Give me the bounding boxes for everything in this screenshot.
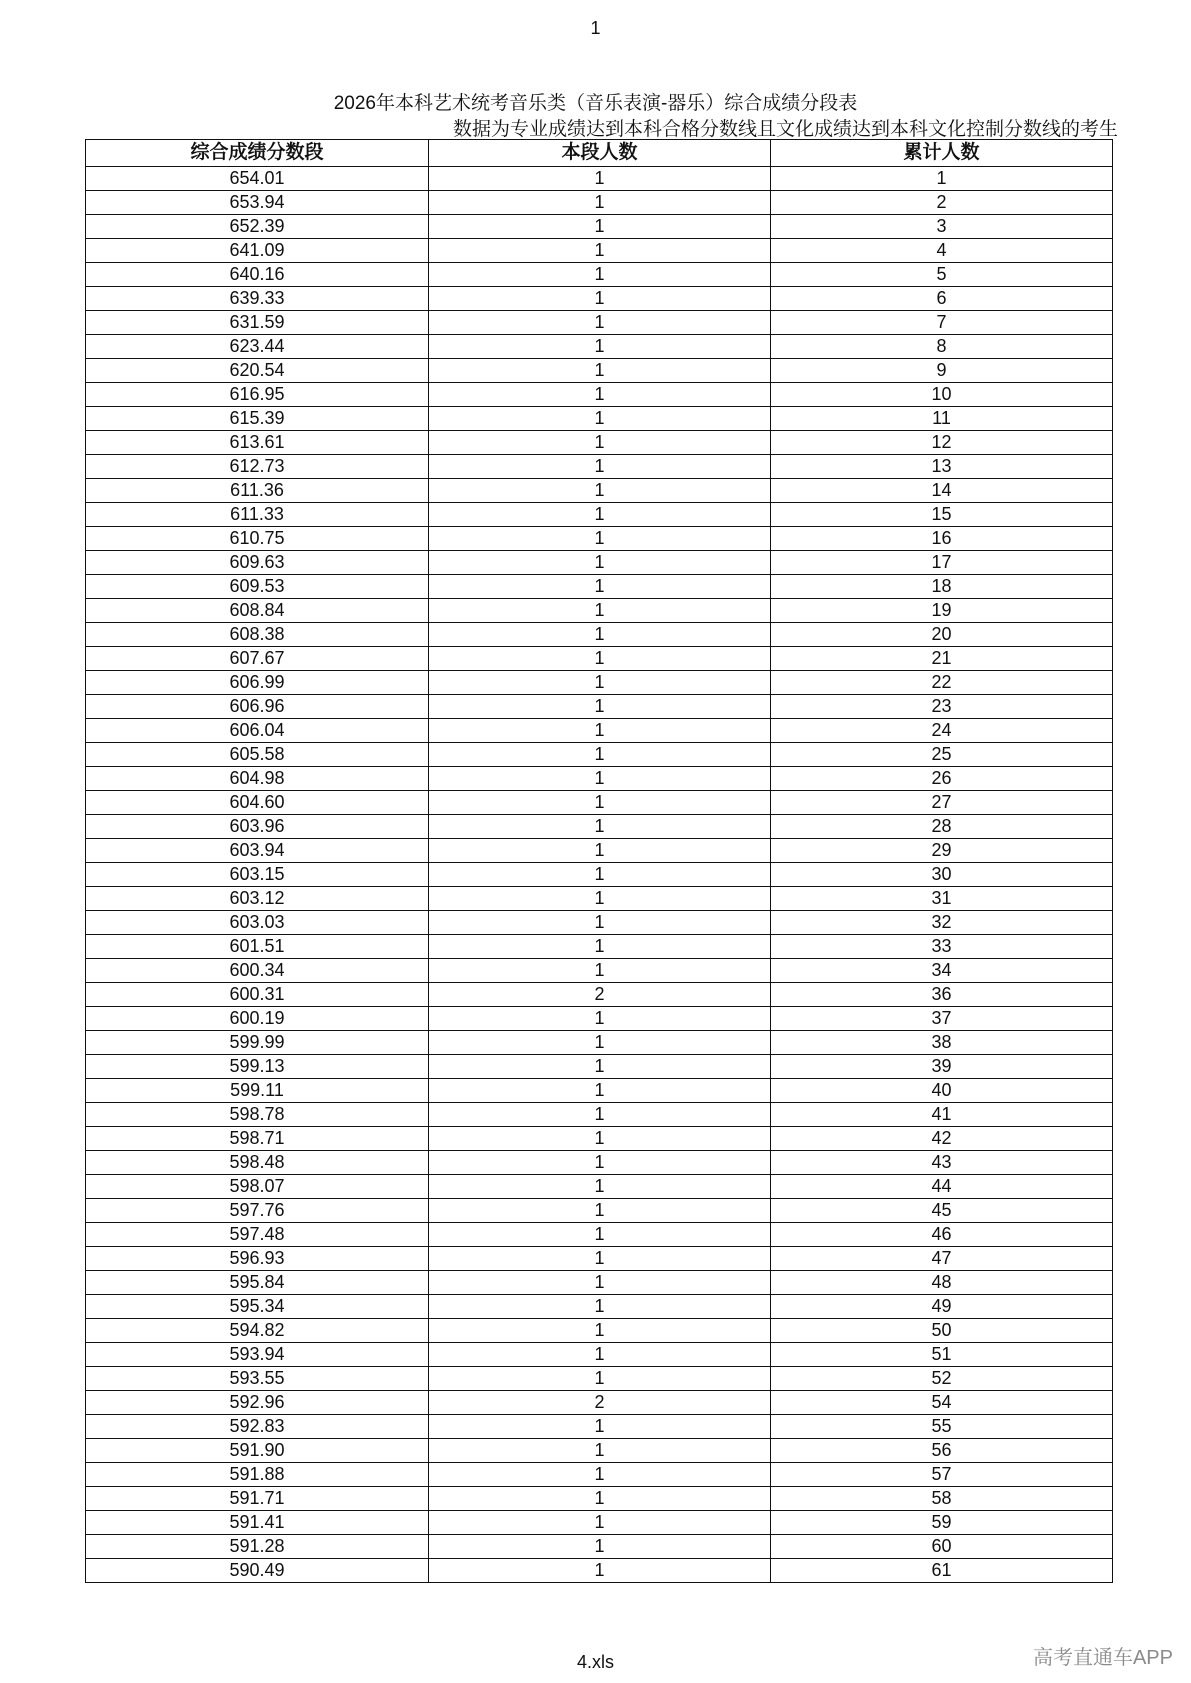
- cell-score: 620.54: [86, 359, 429, 383]
- table-row: [86, 1007, 1113, 1031]
- table-row: [86, 935, 1113, 959]
- cell-score: 608.84: [86, 599, 429, 623]
- cell-segment-count: 1: [429, 1055, 771, 1079]
- cell-score: 591.71: [86, 1487, 429, 1511]
- cell-cumulative-count: 22: [771, 671, 1113, 695]
- cell-score: 610.75: [86, 527, 429, 551]
- cell-score: 623.44: [86, 335, 429, 359]
- cell-cumulative-count: 29: [771, 839, 1113, 863]
- cell-cumulative-count: 37: [771, 1007, 1113, 1031]
- cell-segment-count: 1: [429, 191, 771, 215]
- cell-cumulative-count: 43: [771, 1151, 1113, 1175]
- table-row: [86, 263, 1113, 287]
- cell-score: 611.33: [86, 503, 429, 527]
- watermark: 高考直通车APP: [1032, 1647, 1173, 1669]
- cell-cumulative-count: 23: [771, 695, 1113, 719]
- cell-cumulative-count: 60: [771, 1535, 1113, 1559]
- table-row: [86, 623, 1113, 647]
- cell-cumulative-count: 41: [771, 1103, 1113, 1127]
- cell-segment-count: 1: [429, 671, 771, 695]
- table-row: [86, 359, 1113, 383]
- table-row: [86, 1127, 1113, 1151]
- cell-score: 607.67: [86, 647, 429, 671]
- table-row: [86, 839, 1113, 863]
- cell-score: 605.58: [86, 743, 429, 767]
- cell-segment-count: 2: [429, 1391, 771, 1415]
- cell-segment-count: 1: [429, 719, 771, 743]
- cell-segment-count: 1: [429, 503, 771, 527]
- cell-segment-count: 1: [429, 839, 771, 863]
- cell-segment-count: 1: [429, 215, 771, 239]
- cell-score: 603.15: [86, 863, 429, 887]
- cell-cumulative-count: 59: [771, 1511, 1113, 1535]
- table-row: [86, 1367, 1113, 1391]
- cell-score: 606.96: [86, 695, 429, 719]
- cell-cumulative-count: 12: [771, 431, 1113, 455]
- cell-cumulative-count: 4: [771, 239, 1113, 263]
- table-row: [86, 719, 1113, 743]
- cell-segment-count: 1: [429, 1559, 771, 1583]
- cell-score: 640.16: [86, 263, 429, 287]
- cell-cumulative-count: 13: [771, 455, 1113, 479]
- cell-cumulative-count: 51: [771, 1343, 1113, 1367]
- cell-segment-count: 1: [429, 911, 771, 935]
- cell-cumulative-count: 54: [771, 1391, 1113, 1415]
- cell-score: 611.36: [86, 479, 429, 503]
- cell-segment-count: 1: [429, 407, 771, 431]
- table-row: [86, 1151, 1113, 1175]
- cell-cumulative-count: 16: [771, 527, 1113, 551]
- cell-score: 603.12: [86, 887, 429, 911]
- table-row: [86, 215, 1113, 239]
- cell-cumulative-count: 3: [771, 215, 1113, 239]
- table-row: [86, 1295, 1113, 1319]
- cell-cumulative-count: 58: [771, 1487, 1113, 1511]
- table-row: [86, 335, 1113, 359]
- cell-segment-count: 1: [429, 1079, 771, 1103]
- cell-score: 599.13: [86, 1055, 429, 1079]
- cell-cumulative-count: 38: [771, 1031, 1113, 1055]
- cell-cumulative-count: 11: [771, 407, 1113, 431]
- cell-score: 598.78: [86, 1103, 429, 1127]
- cell-cumulative-count: 50: [771, 1319, 1113, 1343]
- cell-cumulative-count: 26: [771, 767, 1113, 791]
- cell-cumulative-count: 40: [771, 1079, 1113, 1103]
- cell-cumulative-count: 14: [771, 479, 1113, 503]
- table-row: [86, 1079, 1113, 1103]
- cell-segment-count: 1: [429, 455, 771, 479]
- table-row: [86, 431, 1113, 455]
- table-row: [86, 1343, 1113, 1367]
- cell-segment-count: 1: [429, 1007, 771, 1031]
- cell-cumulative-count: 49: [771, 1295, 1113, 1319]
- cell-cumulative-count: 31: [771, 887, 1113, 911]
- cell-score: 652.39: [86, 215, 429, 239]
- cell-cumulative-count: 24: [771, 719, 1113, 743]
- table-row: [86, 1391, 1113, 1415]
- table-row: [86, 191, 1113, 215]
- cell-score: 653.94: [86, 191, 429, 215]
- cell-score: 599.99: [86, 1031, 429, 1055]
- cell-score: 639.33: [86, 287, 429, 311]
- table-row: [86, 1247, 1113, 1271]
- cell-score: 600.34: [86, 959, 429, 983]
- cell-score: 598.07: [86, 1175, 429, 1199]
- cell-segment-count: 1: [429, 1343, 771, 1367]
- cell-segment-count: 1: [429, 1319, 771, 1343]
- table-row: [86, 863, 1113, 887]
- cell-segment-count: 1: [429, 1199, 771, 1223]
- table-row: [86, 791, 1113, 815]
- table-row: [86, 743, 1113, 767]
- cell-segment-count: 1: [429, 551, 771, 575]
- cell-score: 609.63: [86, 551, 429, 575]
- cell-segment-count: 1: [429, 167, 771, 191]
- cell-score: 631.59: [86, 311, 429, 335]
- cell-segment-count: 1: [429, 623, 771, 647]
- page-number: 1: [590, 18, 601, 38]
- cell-segment-count: 1: [429, 287, 771, 311]
- cell-score: 606.99: [86, 671, 429, 695]
- cell-score: 600.31: [86, 983, 429, 1007]
- cell-segment-count: 1: [429, 431, 771, 455]
- cell-score: 591.41: [86, 1511, 429, 1535]
- cell-segment-count: 1: [429, 1463, 771, 1487]
- cell-segment-count: 1: [429, 383, 771, 407]
- cell-segment-count: 1: [429, 1439, 771, 1463]
- cell-cumulative-count: 61: [771, 1559, 1113, 1583]
- cell-segment-count: 1: [429, 1367, 771, 1391]
- cell-segment-count: 1: [429, 1175, 771, 1199]
- cell-segment-count: 1: [429, 1535, 771, 1559]
- table-row: [86, 383, 1113, 407]
- cell-cumulative-count: 18: [771, 575, 1113, 599]
- cell-segment-count: 1: [429, 1151, 771, 1175]
- cell-segment-count: 1: [429, 359, 771, 383]
- table-row: [86, 983, 1113, 1007]
- cell-segment-count: 1: [429, 1271, 771, 1295]
- table-row: [86, 503, 1113, 527]
- cell-score: 592.83: [86, 1415, 429, 1439]
- cell-cumulative-count: 45: [771, 1199, 1113, 1223]
- table-row: [86, 1463, 1113, 1487]
- table-row: [86, 1511, 1113, 1535]
- table-row: [86, 1055, 1113, 1079]
- table-row: [86, 695, 1113, 719]
- cell-score: 654.01: [86, 167, 429, 191]
- cell-score: 616.95: [86, 383, 429, 407]
- cell-score: 598.48: [86, 1151, 429, 1175]
- table-row: [86, 1199, 1113, 1223]
- cell-cumulative-count: 20: [771, 623, 1113, 647]
- cell-cumulative-count: 17: [771, 551, 1113, 575]
- table-row: [86, 1559, 1113, 1583]
- table-title: 2026年本科艺术统考音乐类（音乐表演-器乐）综合成绩分段表: [333, 93, 858, 114]
- score-distribution-table: [85, 139, 1113, 1583]
- cell-cumulative-count: 15: [771, 503, 1113, 527]
- cell-segment-count: 1: [429, 1511, 771, 1535]
- table-row: [86, 1271, 1113, 1295]
- cell-score: 606.04: [86, 719, 429, 743]
- cell-segment-count: 2: [429, 983, 771, 1007]
- table-row: [86, 527, 1113, 551]
- cell-segment-count: 1: [429, 1031, 771, 1055]
- cell-cumulative-count: 30: [771, 863, 1113, 887]
- table-row: [86, 239, 1113, 263]
- cell-cumulative-count: 33: [771, 935, 1113, 959]
- cell-cumulative-count: 19: [771, 599, 1113, 623]
- cell-score: 598.71: [86, 1127, 429, 1151]
- cell-segment-count: 1: [429, 479, 771, 503]
- cell-score: 593.55: [86, 1367, 429, 1391]
- table-row: [86, 911, 1113, 935]
- cell-cumulative-count: 7: [771, 311, 1113, 335]
- cell-score: 592.96: [86, 1391, 429, 1415]
- table-body: [86, 167, 1113, 1583]
- cell-score: 600.19: [86, 1007, 429, 1031]
- cell-segment-count: 1: [429, 1127, 771, 1151]
- cell-cumulative-count: 32: [771, 911, 1113, 935]
- header-score-range: 综合成绩分数段: [86, 140, 429, 167]
- table-row: [86, 287, 1113, 311]
- table-row: [86, 575, 1113, 599]
- cell-cumulative-count: 8: [771, 335, 1113, 359]
- cell-cumulative-count: 42: [771, 1127, 1113, 1151]
- cell-cumulative-count: 44: [771, 1175, 1113, 1199]
- cell-segment-count: 1: [429, 887, 771, 911]
- cell-score: 590.49: [86, 1559, 429, 1583]
- cell-score: 591.90: [86, 1439, 429, 1463]
- cell-score: 608.38: [86, 623, 429, 647]
- table-row: [86, 407, 1113, 431]
- cell-segment-count: 1: [429, 767, 771, 791]
- table-row: [86, 767, 1113, 791]
- cell-score: 603.03: [86, 911, 429, 935]
- cell-cumulative-count: 21: [771, 647, 1113, 671]
- cell-segment-count: 1: [429, 935, 771, 959]
- cell-cumulative-count: 47: [771, 1247, 1113, 1271]
- cell-cumulative-count: 28: [771, 815, 1113, 839]
- cell-cumulative-count: 6: [771, 287, 1113, 311]
- cell-score: 603.94: [86, 839, 429, 863]
- cell-segment-count: 1: [429, 863, 771, 887]
- cell-segment-count: 1: [429, 1247, 771, 1271]
- cell-score: 609.53: [86, 575, 429, 599]
- table-row: [86, 647, 1113, 671]
- cell-score: 601.51: [86, 935, 429, 959]
- table-row: [86, 1031, 1113, 1055]
- table-row: [86, 671, 1113, 695]
- cell-segment-count: 1: [429, 1487, 771, 1511]
- cell-cumulative-count: 48: [771, 1271, 1113, 1295]
- cell-segment-count: 1: [429, 815, 771, 839]
- cell-score: 612.73: [86, 455, 429, 479]
- table-row: [86, 959, 1113, 983]
- cell-segment-count: 1: [429, 791, 771, 815]
- cell-cumulative-count: 9: [771, 359, 1113, 383]
- header-row: [86, 140, 1113, 167]
- cell-segment-count: 1: [429, 239, 771, 263]
- table-row: [86, 815, 1113, 839]
- table-row: [86, 887, 1113, 911]
- cell-cumulative-count: 36: [771, 983, 1113, 1007]
- table-row: [86, 479, 1113, 503]
- cell-segment-count: 1: [429, 335, 771, 359]
- cell-score: 594.82: [86, 1319, 429, 1343]
- cell-cumulative-count: 34: [771, 959, 1113, 983]
- cell-cumulative-count: 1: [771, 167, 1113, 191]
- cell-cumulative-count: 10: [771, 383, 1113, 407]
- cell-score: 597.48: [86, 1223, 429, 1247]
- cell-cumulative-count: 2: [771, 191, 1113, 215]
- table-row: [86, 1415, 1113, 1439]
- cell-segment-count: 1: [429, 695, 771, 719]
- cell-segment-count: 1: [429, 1295, 771, 1319]
- cell-score: 593.94: [86, 1343, 429, 1367]
- cell-score: 595.34: [86, 1295, 429, 1319]
- cell-cumulative-count: 57: [771, 1463, 1113, 1487]
- cell-segment-count: 1: [429, 743, 771, 767]
- cell-cumulative-count: 55: [771, 1415, 1113, 1439]
- cell-segment-count: 1: [429, 263, 771, 287]
- header-segment-count: 本段人数: [429, 140, 771, 167]
- cell-score: 604.98: [86, 767, 429, 791]
- cell-score: 603.96: [86, 815, 429, 839]
- footer-filename: 4.xls: [576, 1652, 614, 1672]
- cell-segment-count: 1: [429, 311, 771, 335]
- cell-cumulative-count: 27: [771, 791, 1113, 815]
- cell-score: 615.39: [86, 407, 429, 431]
- cell-score: 613.61: [86, 431, 429, 455]
- cell-score: 599.11: [86, 1079, 429, 1103]
- cell-score: 597.76: [86, 1199, 429, 1223]
- cell-cumulative-count: 46: [771, 1223, 1113, 1247]
- cell-cumulative-count: 5: [771, 263, 1113, 287]
- cell-segment-count: 1: [429, 527, 771, 551]
- cell-score: 595.84: [86, 1271, 429, 1295]
- cell-score: 591.88: [86, 1463, 429, 1487]
- table-row: [86, 311, 1113, 335]
- cell-cumulative-count: 52: [771, 1367, 1113, 1391]
- table-row: [86, 1319, 1113, 1343]
- header-cumulative-count: 累计人数: [771, 140, 1113, 167]
- cell-cumulative-count: 39: [771, 1055, 1113, 1079]
- cell-cumulative-count: 56: [771, 1439, 1113, 1463]
- table-row: [86, 1103, 1113, 1127]
- cell-score: 591.28: [86, 1535, 429, 1559]
- cell-score: 596.93: [86, 1247, 429, 1271]
- cell-segment-count: 1: [429, 1415, 771, 1439]
- cell-segment-count: 1: [429, 575, 771, 599]
- table-row: [86, 1175, 1113, 1199]
- cell-score: 641.09: [86, 239, 429, 263]
- cell-score: 604.60: [86, 791, 429, 815]
- cell-segment-count: 1: [429, 647, 771, 671]
- cell-segment-count: 1: [429, 959, 771, 983]
- table-row: [86, 1487, 1113, 1511]
- cell-segment-count: 1: [429, 1103, 771, 1127]
- cell-segment-count: 1: [429, 1223, 771, 1247]
- table-row: [86, 167, 1113, 191]
- table-row: [86, 455, 1113, 479]
- table-row: [86, 599, 1113, 623]
- table-row: [86, 1223, 1113, 1247]
- table-row: [86, 1439, 1113, 1463]
- table-row: [86, 551, 1113, 575]
- cell-cumulative-count: 25: [771, 743, 1113, 767]
- table-row: [86, 1535, 1113, 1559]
- cell-segment-count: 1: [429, 599, 771, 623]
- table-subtitle: 数据为专业成绩达到本科合格分数线且文化成绩达到本科文化控制分数线的考生: [452, 119, 1118, 140]
